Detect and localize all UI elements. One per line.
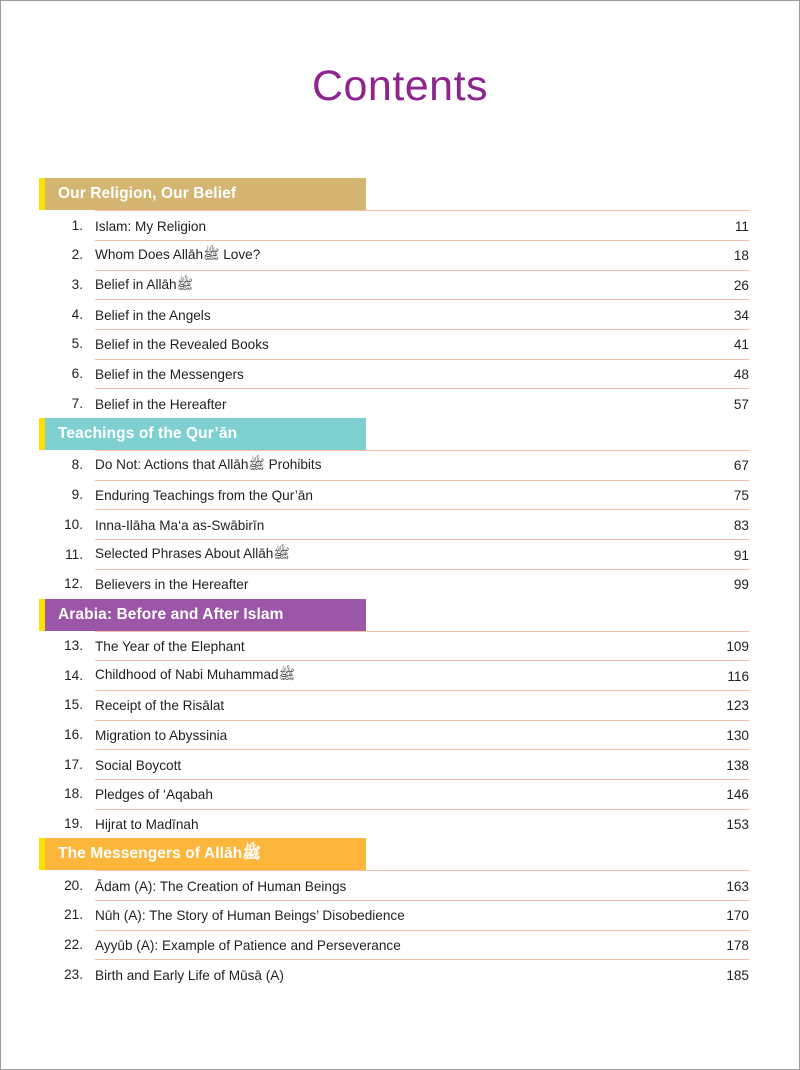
entry-title[interactable]: Pledges of ‘Aqabah [95,787,213,803]
section-title-label: Our Religion, Our Belief [45,178,366,210]
entry-list [39,210,749,418]
entry-title[interactable]: Social Boycott [95,757,182,773]
entry-body [95,809,749,839]
entry-body [95,631,749,661]
entry-body [95,329,749,359]
entry-page-number: 153 [726,817,749,833]
entry-list [39,870,749,989]
entry-body [95,388,749,418]
entry-number: 16. [64,726,83,742]
entry-title[interactable]: Do Not: Actions that Allāhﷺ Prohibits [95,456,322,472]
section-header-the-messengers-of-allah [39,838,366,870]
toc-entry[interactable] [39,388,749,418]
entry-title[interactable]: Nūh (A): The Story of Human Beings’ Disobedience [95,908,405,924]
entry-number: 22. [64,937,83,953]
entry-title[interactable]: Belief in the Revealed Books [95,337,269,353]
entry-number: 23. [64,966,83,982]
toc-entry[interactable] [39,509,749,539]
toc-entry[interactable] [39,959,749,989]
entry-number: 11. [65,546,83,562]
entry-page-number: 99 [733,577,749,593]
entry-list [39,631,749,839]
entry-number: 14. [64,667,83,683]
toc-entry[interactable] [39,631,749,661]
entry-number: 7. [71,395,83,411]
table-of-contents [1,178,799,989]
section-teachings-of-the-quran [39,418,749,598]
entry-number: 17. [64,756,83,772]
entry-title[interactable]: Receipt of the Risālat [95,698,225,714]
entry-title[interactable]: Belief in Allāhﷺ [95,276,194,292]
entry-page-number: 57 [733,396,749,412]
entry-title[interactable]: Birth and Early Life of Mūsā (A) [95,967,284,983]
entry-body [95,720,749,750]
toc-entry[interactable] [39,779,749,809]
entry-page-number: 83 [733,517,749,533]
entry-body [95,299,749,329]
entry-page-number: 163 [726,878,749,894]
entry-body [95,359,749,389]
entry-number: 12. [64,576,83,592]
entry-number: 18. [64,786,83,802]
entry-page-number: 109 [726,638,749,654]
entry-number: 21. [64,907,83,923]
entry-page-number: 41 [733,337,749,353]
toc-entry[interactable] [39,660,749,690]
entry-page-number: 34 [733,307,749,323]
toc-entry[interactable] [39,329,749,359]
section-header-arabia-before-and-after-islam [39,599,366,631]
toc-entry[interactable] [39,749,749,779]
entry-page-number: 130 [726,727,749,743]
toc-entry[interactable] [39,270,749,300]
section-title-label: Arabia: Before and After Islam [45,599,366,631]
entry-list [39,450,749,598]
entry-page-number: 67 [733,458,749,474]
entry-title[interactable]: Inna-Ilāha Ma‘a as-Swābirīn [95,517,265,533]
section-our-religion-our-belief [39,178,749,418]
entry-body [95,240,749,270]
entry-body [95,569,749,599]
entry-number: 2. [71,247,83,263]
entry-body [95,690,749,720]
toc-entry[interactable] [39,450,749,480]
toc-entry[interactable] [39,690,749,720]
entry-title[interactable]: Believers in the Hereafter [95,577,249,593]
section-header-our-religion-our-belief [39,178,366,210]
section-arabia-before-and-after-islam [39,599,749,839]
section-the-messengers-of-allah [39,838,749,989]
toc-entry[interactable] [39,870,749,900]
entry-number: 6. [71,366,83,382]
entry-page-number: 75 [733,488,749,504]
toc-entry[interactable] [39,240,749,270]
entry-body [95,450,749,480]
entry-title[interactable]: Childhood of Nabi Muhammadﷺ [95,667,296,683]
toc-entry[interactable] [39,359,749,389]
entry-title[interactable]: Belief in the Hereafter [95,396,227,412]
entry-title[interactable]: Belief in the Angels [95,307,211,323]
entry-body [95,539,749,569]
entry-title[interactable]: Selected Phrases About Allāhﷺ [95,546,290,562]
toc-entry[interactable] [39,480,749,510]
entry-title[interactable]: Belief in the Messengers [95,367,244,383]
toc-entry[interactable] [39,569,749,599]
entry-title[interactable]: Hijrat to Madīnah [95,817,199,833]
entry-page-number: 26 [733,278,749,294]
entry-page-number: 11 [734,218,749,234]
entry-page-number: 91 [733,547,749,563]
entry-title[interactable]: Islam: My Religion [95,218,207,234]
entry-body [95,930,749,960]
entry-number: 9. [71,487,83,503]
entry-body [95,509,749,539]
section-title-label: Teachings of the Qur’ān [45,418,366,450]
entry-body [95,270,749,300]
toc-entry[interactable] [39,930,749,960]
entry-number: 1. [71,217,83,233]
page-title: Contents [311,62,489,110]
toc-entry[interactable] [39,809,749,839]
entry-page-number: 138 [726,757,749,773]
toc-entry[interactable] [39,900,749,930]
entry-number: 20. [64,877,83,893]
entry-number: 5. [71,336,83,352]
toc-entry[interactable] [39,210,749,240]
entry-number: 10. [64,516,83,532]
entry-title[interactable]: Ayyūb (A): Example of Patience and Perseverance [95,938,401,954]
entry-number: 13. [64,637,83,653]
entry-number: 4. [71,306,83,322]
entry-body [95,870,749,900]
entry-number: 8. [71,457,83,473]
entry-body [95,900,749,930]
entry-page-number: 18 [733,248,749,264]
entry-title[interactable]: Enduring Teachings from the Qur’ān [95,488,313,504]
toc-entry[interactable] [39,720,749,750]
entry-body [95,660,749,690]
entry-page-number: 123 [726,698,749,714]
entry-body [95,959,749,989]
entry-title[interactable]: The Year of the Elephant [95,638,245,654]
entry-body [95,480,749,510]
entry-page-number: 178 [726,938,749,954]
entry-number: 15. [64,697,83,713]
entry-number: 3. [71,277,83,293]
entry-title[interactable]: Migration to Abyssinia [95,727,228,743]
entry-body [95,749,749,779]
entry-page-number: 170 [726,908,749,924]
section-title-label: The Messengers of Allāhﷺ [45,838,366,870]
entry-number: 19. [64,816,83,832]
entry-body [95,779,749,809]
section-header-teachings-of-the-quran [39,418,366,450]
toc-entry[interactable] [39,539,749,569]
entry-page-number: 116 [727,668,749,684]
entry-title[interactable]: Whom Does Allāhﷺ Love? [95,246,261,262]
entry-page-number: 185 [726,967,749,983]
entry-page-number: 146 [726,787,749,803]
toc-entry[interactable] [39,299,749,329]
entry-title[interactable]: Ādam (A): The Creation of Human Beings [95,878,347,894]
entry-page-number: 48 [733,367,749,383]
entry-body [95,210,749,240]
